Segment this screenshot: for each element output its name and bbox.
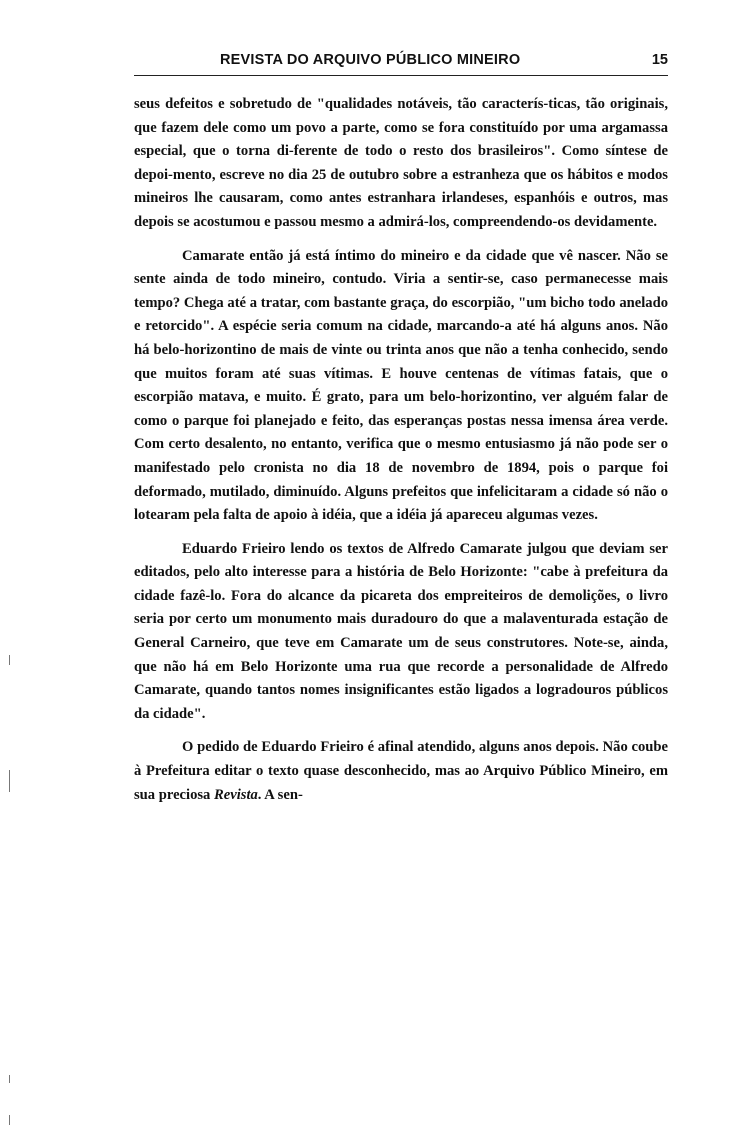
page-number: 15 — [651, 52, 668, 68]
running-title: REVISTA DO ARQUIVO PÚBLICO MINEIRO — [220, 52, 521, 68]
body-text — [134, 93, 668, 807]
journal-title-italic: Revista — [214, 786, 258, 803]
paragraph-4-text-before: O pedido de Eduardo Frieiro é afinal atendido, alguns anos depois. Não coube à Prefeitura editar o texto quase desconhecido, mas ao Arquivo Público Mineiro, em sua preciosa — [134, 739, 668, 803]
paragraph-4-text-after: . A sen- — [257, 786, 303, 803]
paragraph-2: Camarate então já está íntimo do mineiro e da cidade que vê nascer. Não se sente ainda de todo mineiro, contudo. Viria a sentir-se, caso permanecesse mais tempo? Chega até a tratar, com bastante graça, do escorpião, "um bicho todo anelado e retorcido". A espécie seria comum na cidade, marcando-a até há alguns anos. Não há belo-horizontino de mais de vinte ou trinta anos que não a tenha conhecido, sendo que muitos foram até suas vítimas. E houve centenas de vítimas fatais, que o escorpião matava, e muito. É grato, para um belo-horizontino, ver alguém falar de como o parque foi planejado e feito, das esperanças postas nessa imensa área verde. Com certo desalento, no entanto, verifica que o mesmo entusiasmo já não pode ser o manifestado pelo cronista no dia 18 de novembro de 1894, pois o parque foi deformado, mutilado, diminuído. Alguns prefeitos que infelicitaram a cidade só não o lotearam pela falta de apoio à idéia, que a idéia já apareceu algumas vezes. — [134, 247, 668, 524]
paragraph-3: Eduardo Frieiro lendo os textos de Alfredo Camarate julgou que deviam ser editados, pelo alto interesse para a história de Belo Horizonte: "cabe à prefeitura da cidade fazê-lo. Fora do alcance da picareta dos empreiteiros de demolições, o livro seria por certo um monumento mais duradouro do que a malaventurada estação de General Carneiro, que teve em Camarate um de seus construtores. Note-se, ainda, que não há em Belo Horizonte uma rua que recorde a personalidade de Alfredo Camarate, quando tantos nomes insignificantes estão ligados a logradouros públicos da cidade". — [134, 540, 668, 722]
paragraph-4 — [134, 736, 668, 807]
running-header — [134, 45, 668, 76]
margin-scan-mark — [9, 655, 10, 665]
margin-scan-mark — [9, 1075, 10, 1083]
margin-scan-mark — [9, 1115, 10, 1125]
margin-scan-mark — [9, 770, 10, 792]
paragraph-1: seus defeitos e sobretudo de "qualidades notáveis, tão caracterís-ticas, tão originais, que fazem dele como um povo a parte, como se fora constituído por uma argamassa especial, que o torna di-ferente de todo o resto dos brasileiros". Como síntese de depoi-mento, escreve no dia 25 de outubro sobre a estranheza que os hábitos e modos mineiros lhe causaram, como antes estranhara irlandeses, espanhóis e outros, mas depois se acostumou e passou mesmo a admirá-los, compreendendo-os devidamente. — [134, 96, 668, 230]
